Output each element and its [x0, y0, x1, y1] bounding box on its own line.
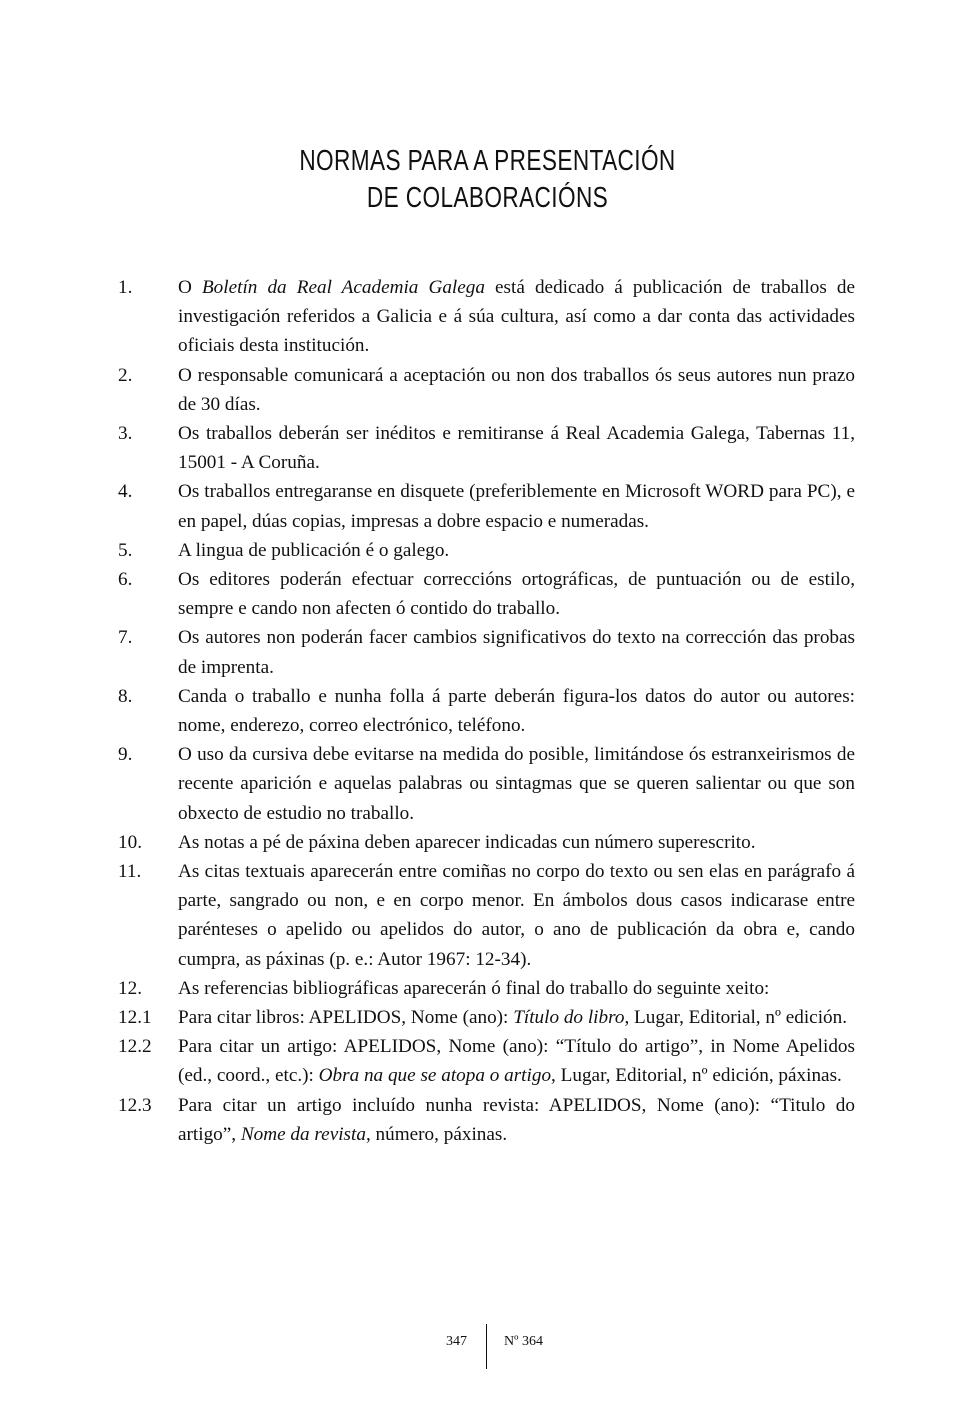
page-number: 347	[446, 1334, 467, 1349]
italic-title: Obra na que se atopa o artigo	[318, 1065, 552, 1087]
list-item	[118, 974, 858, 1003]
list-item	[118, 1003, 858, 1032]
item-number: 7.	[118, 627, 133, 649]
text-segment: As referencias bibliográficas aparecerán ó final do traballo do seguinte xeito:	[178, 977, 770, 999]
list-item	[118, 273, 858, 361]
norms-list	[118, 273, 858, 1149]
text-segment: Para citar un artigo incluído nunha revista: APELIDOS, Nome (ano): “Titulo do artigo”,	[178, 1094, 855, 1145]
item-number: 9.	[118, 744, 133, 766]
list-item	[118, 740, 858, 828]
item-number: 8.	[118, 685, 133, 707]
page-title	[0, 143, 975, 217]
text-segment: Os editores poderán efectuar correccións ortográficas, de puntuación ou de estilo, sempre e cando non afecten ó contido do traballo.	[178, 569, 855, 620]
list-item	[118, 1032, 858, 1090]
item-text	[178, 740, 855, 828]
text-segment: Canda o traballo e nunha folla á parte deberán figura-los datos do autor ou autores: nome, enderezo, correo electrónico, teléfono.	[178, 685, 855, 737]
list-item	[118, 1091, 858, 1149]
item-number: 3.	[118, 423, 133, 445]
text-segment: Os autores non poderán facer cambios significativos do texto na corrección das probas de imprenta.	[178, 627, 855, 678]
item-text	[178, 1032, 855, 1090]
item-text	[178, 273, 855, 361]
list-item	[118, 361, 858, 419]
item-text	[178, 682, 855, 740]
item-text	[178, 1003, 855, 1032]
text-segment: As citas textuais aparecerán entre comiñas no corpo do texto ou sen elas en parágrafo á parte, sangrado ou non, e en corpo menor. En ámbolos dous casos indicarase entre parénteses o apelido ou apelidos do autor, o ano de publicación da obra e, cando cumpra, as páxinas (p. e.: Autor 1967: 12-34).	[178, 861, 855, 970]
list-item	[118, 828, 858, 857]
item-text	[178, 565, 855, 623]
text-segment: está dedicado á publicación de traballos de investigación referidos a Galicia e á súa cultura, así como a dar conta das actividades oficiais desta institución.	[178, 277, 855, 357]
text-segment: , Lugar, Editorial, nº edición.	[624, 1007, 848, 1029]
title-line-2: DE COLABORACIÓNS	[366, 182, 609, 214]
text-segment: O responsable comunicará a aceptación ou non dos traballos ós seus autores nun prazo de 30 días.	[178, 364, 855, 415]
item-number: 1.	[118, 277, 133, 298]
item-text	[178, 623, 855, 681]
list-item	[118, 565, 858, 623]
item-number: 6.	[118, 569, 133, 591]
issue-number: Nº 364	[504, 1334, 543, 1349]
italic-title: Boletín da Real Academia Galega	[201, 277, 485, 298]
text-segment: Para citar un artigo: APELIDOS, Nome (ano): “Título do artigo”, in Nome Apelidos (ed., coord., etc.):	[178, 1036, 855, 1087]
italic-title: Título do libro	[513, 1007, 625, 1029]
list-item	[118, 477, 858, 535]
item-number: 5.	[118, 539, 133, 561]
list-item	[118, 623, 858, 681]
item-number: 10.	[118, 831, 142, 853]
text-segment: Os traballos entregaranse en disquete (preferiblemente en Microsoft WORD para PC), e en papel, dúas copias, impresas a dobre espacio e numeradas.	[178, 481, 855, 532]
list-item	[118, 419, 858, 477]
item-number: 12.3	[118, 1094, 152, 1116]
text-segment: , Lugar, Editorial, nº edición, páxinas.	[551, 1065, 842, 1087]
item-text	[178, 361, 855, 419]
item-number: 12.1	[118, 1007, 152, 1029]
item-number: 4.	[118, 481, 133, 503]
item-text	[178, 974, 855, 1003]
text-segment: O uso da cursiva debe evitarse na medida do posible, limitándose ós estranxeirismos de recente aparición e aquelas palabras ou sintagmas que se queren salientar ou que son obxecto de estudio no traballo.	[178, 744, 855, 824]
item-text	[178, 419, 855, 477]
text-segment: O	[178, 277, 202, 298]
item-text	[178, 477, 855, 535]
item-text	[178, 536, 855, 565]
item-text	[178, 857, 855, 974]
footer-divider	[486, 1324, 487, 1369]
text-segment: As notas a pé de páxina deben aparecer indicadas cun número superescrito.	[178, 831, 756, 853]
text-segment: A lingua de publicación é o galego.	[178, 539, 450, 561]
list-item	[118, 857, 858, 974]
list-item	[118, 682, 858, 740]
item-number: 12.2	[118, 1036, 152, 1058]
title-line-1: NORMAS PARA A PRESENTACIÓN	[299, 145, 676, 177]
item-number: 11.	[118, 861, 142, 883]
item-number: 2.	[118, 364, 133, 386]
text-segment: Para citar libros: APELIDOS, Nome (ano):	[178, 1007, 514, 1029]
list-item	[118, 536, 858, 565]
text-segment: , número, páxinas.	[365, 1123, 508, 1145]
text-segment: Os traballos deberán ser inéditos e remitiranse á Real Academia Galega, Tabernas 11, 15001 - A Coruña.	[178, 423, 855, 474]
italic-title: Nome da revista	[240, 1123, 366, 1145]
item-number: 12.	[118, 977, 142, 999]
item-text	[178, 828, 855, 857]
item-text	[178, 1091, 855, 1149]
